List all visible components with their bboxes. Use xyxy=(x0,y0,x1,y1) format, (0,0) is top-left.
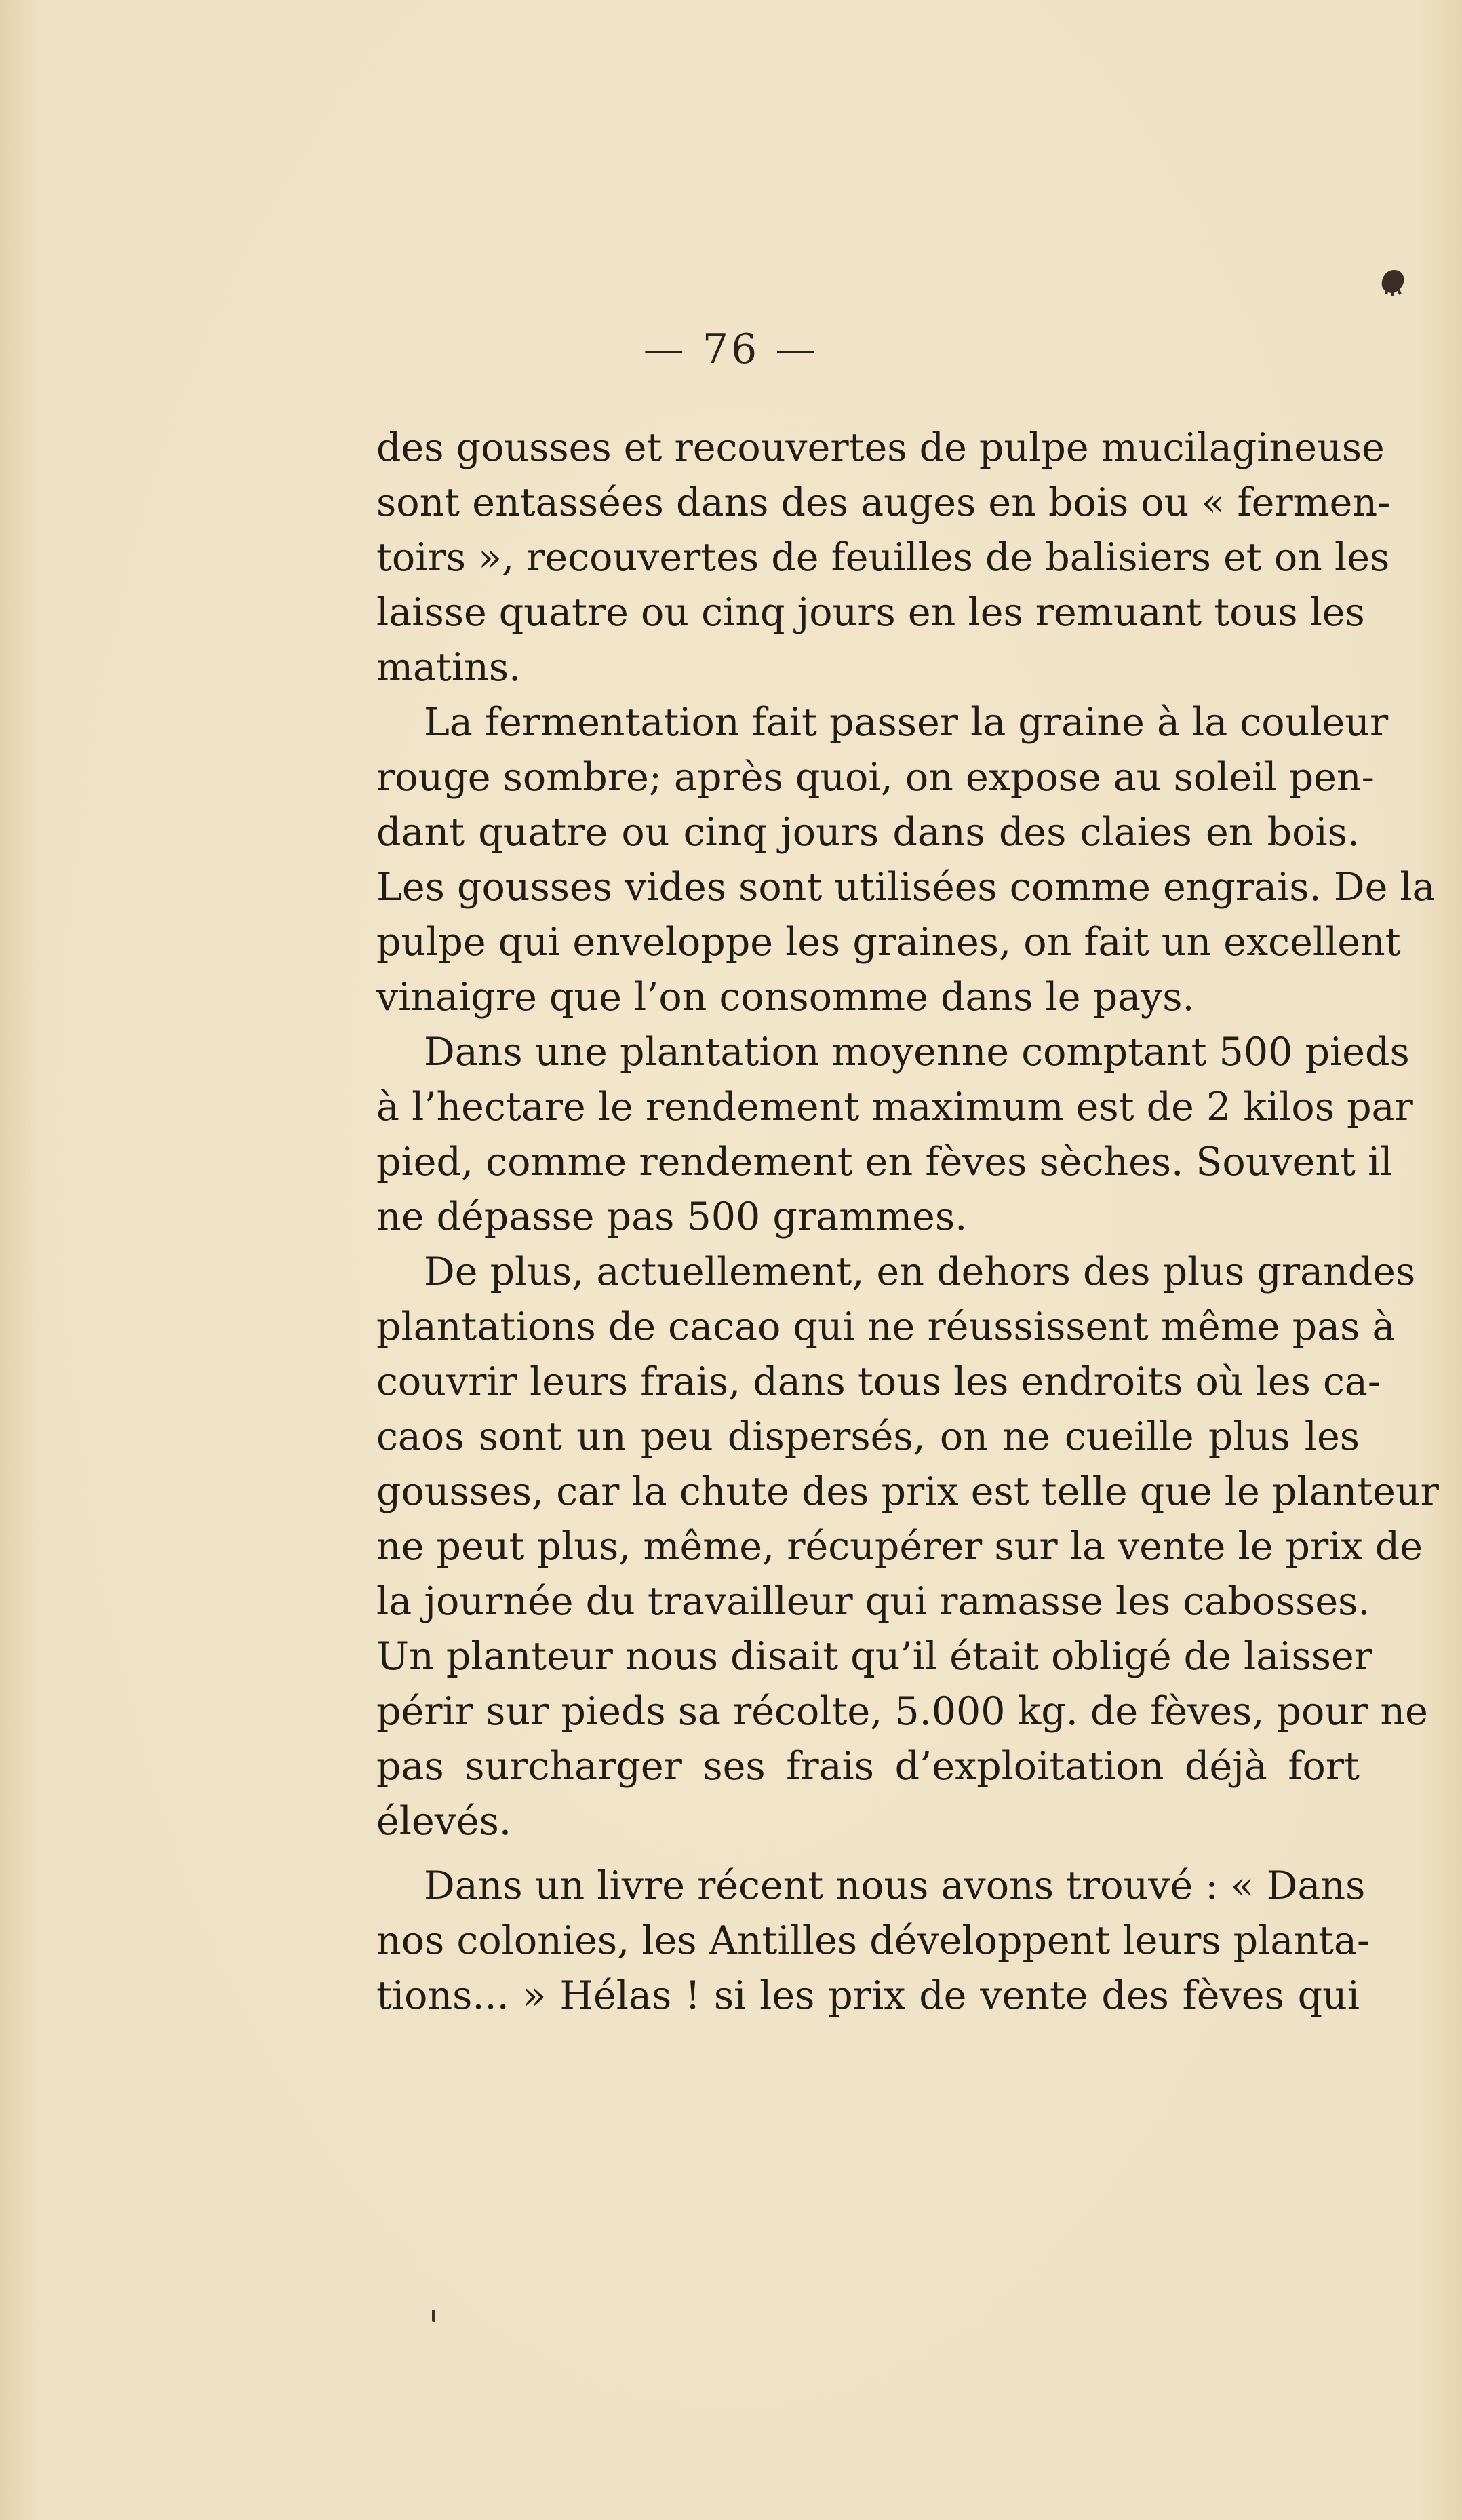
text-line: vinaigre que l’on consomme dans le pays. xyxy=(376,975,1195,1020)
text-line: Les gousses vides sont utilisées comme engrais. De la xyxy=(376,865,1436,910)
text-line: sont entassées dans des auges en bois ou « fermen- xyxy=(376,480,1391,525)
text-line: plantations de cacao qui ne réussissent même pas à xyxy=(376,1304,1396,1349)
text-line: Un planteur nous disait qu’il était obligé de laisser xyxy=(376,1634,1372,1679)
paragraph-gap xyxy=(376,1849,1360,1859)
text-line: ne dépasse pas 500 grammes. xyxy=(376,1195,968,1239)
text-line: périr sur pieds sa récolte, 5.000 kg. de fèves, pour ne xyxy=(376,1689,1428,1734)
text-line: ne peut plus, même, récupérer sur la vente le prix de xyxy=(376,1524,1423,1569)
text-line: élevés. xyxy=(376,1799,511,1844)
text-line: laisse quatre ou cinq jours en les remuant tous les xyxy=(376,590,1365,635)
text-line: caos sont un peu dispersés, on ne cueille plus les xyxy=(376,1414,1360,1459)
text-line: à l’hectare le rendement maximum est de 2 kilos par xyxy=(376,1085,1413,1129)
stray-ink-mark xyxy=(432,2310,435,2322)
ink-blot-mark xyxy=(1378,266,1408,296)
text-line: nos colonies, les Antilles développent leurs planta- xyxy=(376,1918,1370,1963)
text-line: De plus, actuellement, en dehors des plus grandes xyxy=(424,1249,1416,1294)
text-line: couvrir leurs frais, dans tous les endroits où les ca- xyxy=(376,1359,1381,1404)
text-line: gousses, car la chute des prix est telle que le planteur xyxy=(376,1469,1439,1514)
text-line: Dans un livre récent nous avons trouvé : « Dans xyxy=(424,1863,1366,1908)
text-line: des gousses et recouvertes de pulpe mucilagineuse xyxy=(376,425,1385,470)
page-number: — 76 — xyxy=(643,326,819,373)
text-line: La fermentation fait passer la graine à la couleur xyxy=(424,700,1389,745)
text-line: toirs », recouvertes de feuilles de balisiers et on les xyxy=(376,535,1390,580)
text-line: pied, comme rendement en fèves sèches. Souvent il xyxy=(376,1140,1393,1184)
body-text xyxy=(376,421,1439,2023)
text-line: la journée du travailleur qui ramasse les cabosses. xyxy=(376,1579,1370,1624)
text-line: tions... » Hélas ! si les prix de vente des fèves qui xyxy=(376,1973,1360,2018)
text-line: pulpe qui enveloppe les graines, on fait un excellent xyxy=(376,920,1401,965)
text-line: matins. xyxy=(376,645,521,690)
text-line: rouge sombre; après quoi, on expose au soleil pen- xyxy=(376,755,1375,800)
text-line: dant quatre ou cinq jours dans des claies en bois. xyxy=(376,810,1360,855)
text-line: pas surcharger ses frais d’exploitation déjà fort xyxy=(376,1744,1360,1789)
text-line: Dans une plantation moyenne comptant 500 pieds xyxy=(424,1030,1410,1074)
